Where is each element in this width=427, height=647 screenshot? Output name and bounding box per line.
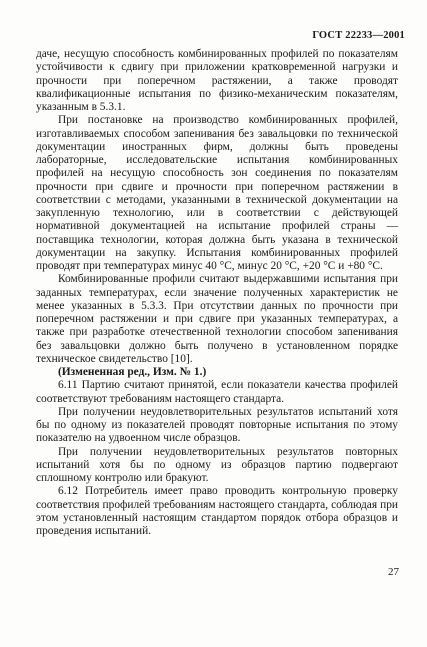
paragraph-6-12: 6.12 Потребитель имеет право проводить контрольную проверку соответствия профилей требованиям настоящего стандарта, соблюдая при этом установленный настоящим стандартом порядок отбора образцов и проведения испытаний.	[36, 485, 398, 537]
body-text	[36, 48, 398, 538]
paragraph-6-11: 6.11 Партию считают принятой, если показатели качества профилей соответствуют требованиям настоящего стандарта.	[36, 379, 398, 405]
standard-header: ГОСТ 22233—2001	[312, 30, 405, 41]
amendment-note: (Измененная ред., Изм. № 1.)	[58, 366, 207, 378]
page-number: 27	[388, 566, 399, 578]
paragraph-test-pass-criteria: Комбинированные профили считают выдержавшими испытания при заданных температурах, если значение полученных характеристик не менее указанных в 5.3.3. При отсутствии данных по прочности при поперечном растяжении и при сдвиге при указанных температурах, а также при разработке отечественной технологии способом запенивания без завальцовки должно быть получено в установленном порядке техническое свидетельство [10].	[36, 273, 398, 365]
paragraph-retest: При получении неудовлетворительных результатов испытаний хотя бы по одному из показателей проводят повторные испытания по этому показателю на удвоенном числе образцов.	[36, 405, 398, 445]
paragraph-continuation: даче, несущую способность комбинированных профилей по показателям устойчивости к сдвигу при приложении кратковременной нагрузки и прочности при поперечном растяжении, а также проводят квалификационные испытания по физико-механическим показателям, указанным в 5.3.1.	[36, 48, 398, 113]
paragraph-production-setup: При постановке на производство комбинированных профилей, изготавливаемых способом запенивания без завальцовки по технической документации иностранных фирм, должны быть проведены лабораторные, исследовательские испытания комбинированных профилей на несущую способность зон соединения по показателям прочности при сдвиге и прочности при поперечном растяжении в соответствии с методами, указанными в технической документации на закупленную технологию, или в соответствии с действующей нормативной документацией на испытание профилей страны — поставщика технологии, которая должна быть указана в технической документации на закупку. Испытания комбинированных профилей проводят при температурах минус 40 °С, минус 20 °С, +20 °С и +80 °С.	[36, 114, 398, 272]
paragraph-repeat-failure: При получении неудовлетворительных результатов повторных испытаний хотя бы по одному из образцов партию подвергают сплошному контролю или бракуют.	[36, 445, 398, 484]
